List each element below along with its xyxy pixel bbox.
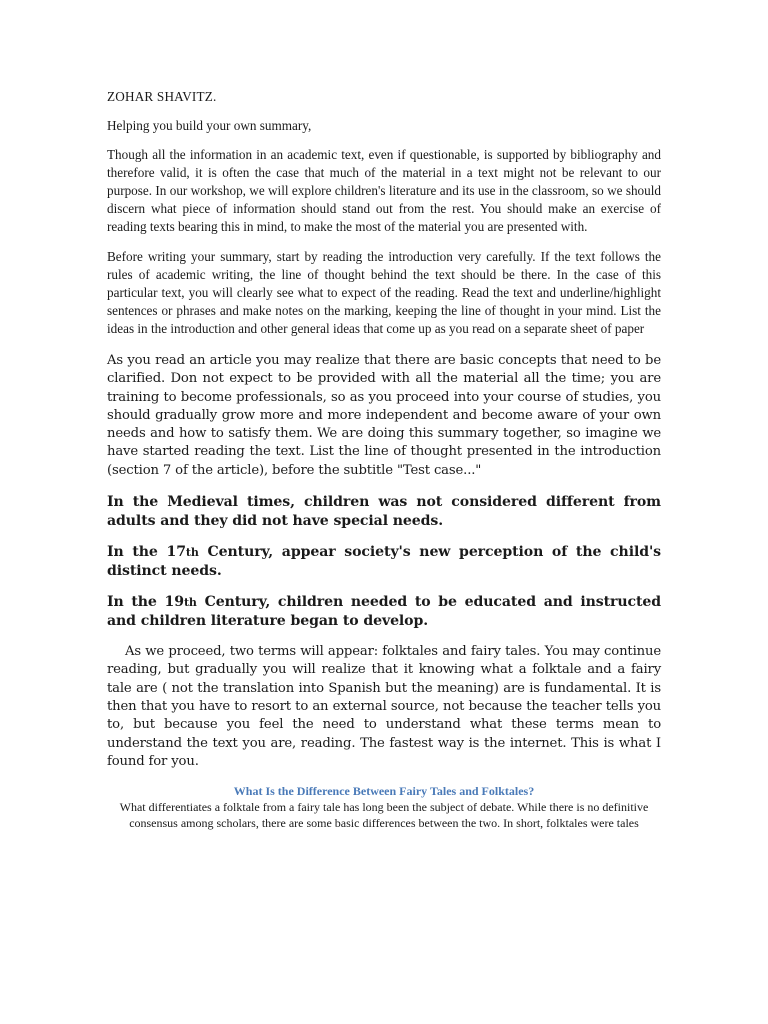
- paragraph-summary-instructions: Before writing your summary, start by reading the introduction very carefully. If the text follows the rules of academic writing, the line of thought behind the text should be there. In the case of this particular text, you will clearly see what to expect of the reading. Read the text and underline/highlight sentences or phrases and make notes on the marking, keeping the line of thought in your mind. List the ideas in the introduction and other general ideas that come up as you read on a separate sheet of paper: [107, 249, 661, 336]
- paragraph-intro: Though all the information in an academic text, even if questionable, is supported by bibliography and therefore valid, it is often the case that much of the material in a text might not be relevant to our purpose. In our workshop, we will explore children's literature and its use in the classroom, so we should discern what piece of information should stand out from the rest. You should make an exercise of reading texts bearing this in mind, to make the most of the material you are presented with.: [107, 147, 661, 234]
- document-page: [107, 88, 661, 831]
- paragraph-folktales: As we proceed, two terms will appear: folktales and fairy tales. You may continue reading, but gradually you will realize that it knowing what a folktale and a fairy tale are ( not the translation into Spanish but the meaning) are is fundamental. It is then that you have to resort to an external source, not because the teacher tells you to, but because you feel the need to understand what these terms mean to understand the text you are, reading. The fastest way is the internet. This is what I found for you.: [107, 644, 661, 769]
- bold-point-19th-pre: In the 19: [107, 594, 184, 611]
- bold-point-19th-suffix: th: [183, 596, 197, 610]
- bold-point-17th-post: Century, appear society's new perception of the child's distinct needs.: [107, 544, 662, 580]
- greeting: Helping you build your own summary,: [107, 118, 312, 133]
- author-name: ZOHAR SHAVITZ.: [107, 89, 217, 104]
- bold-point-19th-century: [107, 593, 661, 631]
- bold-point-medieval: In the Medieval times, children was not considered different from adults and they did not have special needs.: [107, 494, 661, 530]
- paragraph-basic-concepts: As you read an article you may realize that there are basic concepts that need to be clarified. Don not expect to be provided with all the material all the time; you are training to become professionals, so as you proceed into your course of studies, you should gradually grow more and more independent and become aware of your own needs and how to satisfy them. We are doing this summary together, so imagine we have started reading the text. List the line of thought presented in the introduction (section 7 of the article), before the subtitle "Test case...": [107, 353, 661, 478]
- quote-title: What Is the Difference Between Fairy Tales and Folktales?: [233, 784, 535, 799]
- bold-point-17th-pre: In the 17: [107, 544, 186, 561]
- quote-text: What differentiates a folktale from a fairy tale has long been the subject of debate. While there is no definitive consensus among scholars, there are some basic differences between the two. In short, folktales were tales: [119, 800, 649, 831]
- bold-point-17th-century: [107, 543, 661, 581]
- bold-point-17th-suffix: th: [185, 546, 199, 560]
- bold-point-19th-post: Century, children needed to be educated and instructed and children literature began to develop.: [107, 594, 661, 630]
